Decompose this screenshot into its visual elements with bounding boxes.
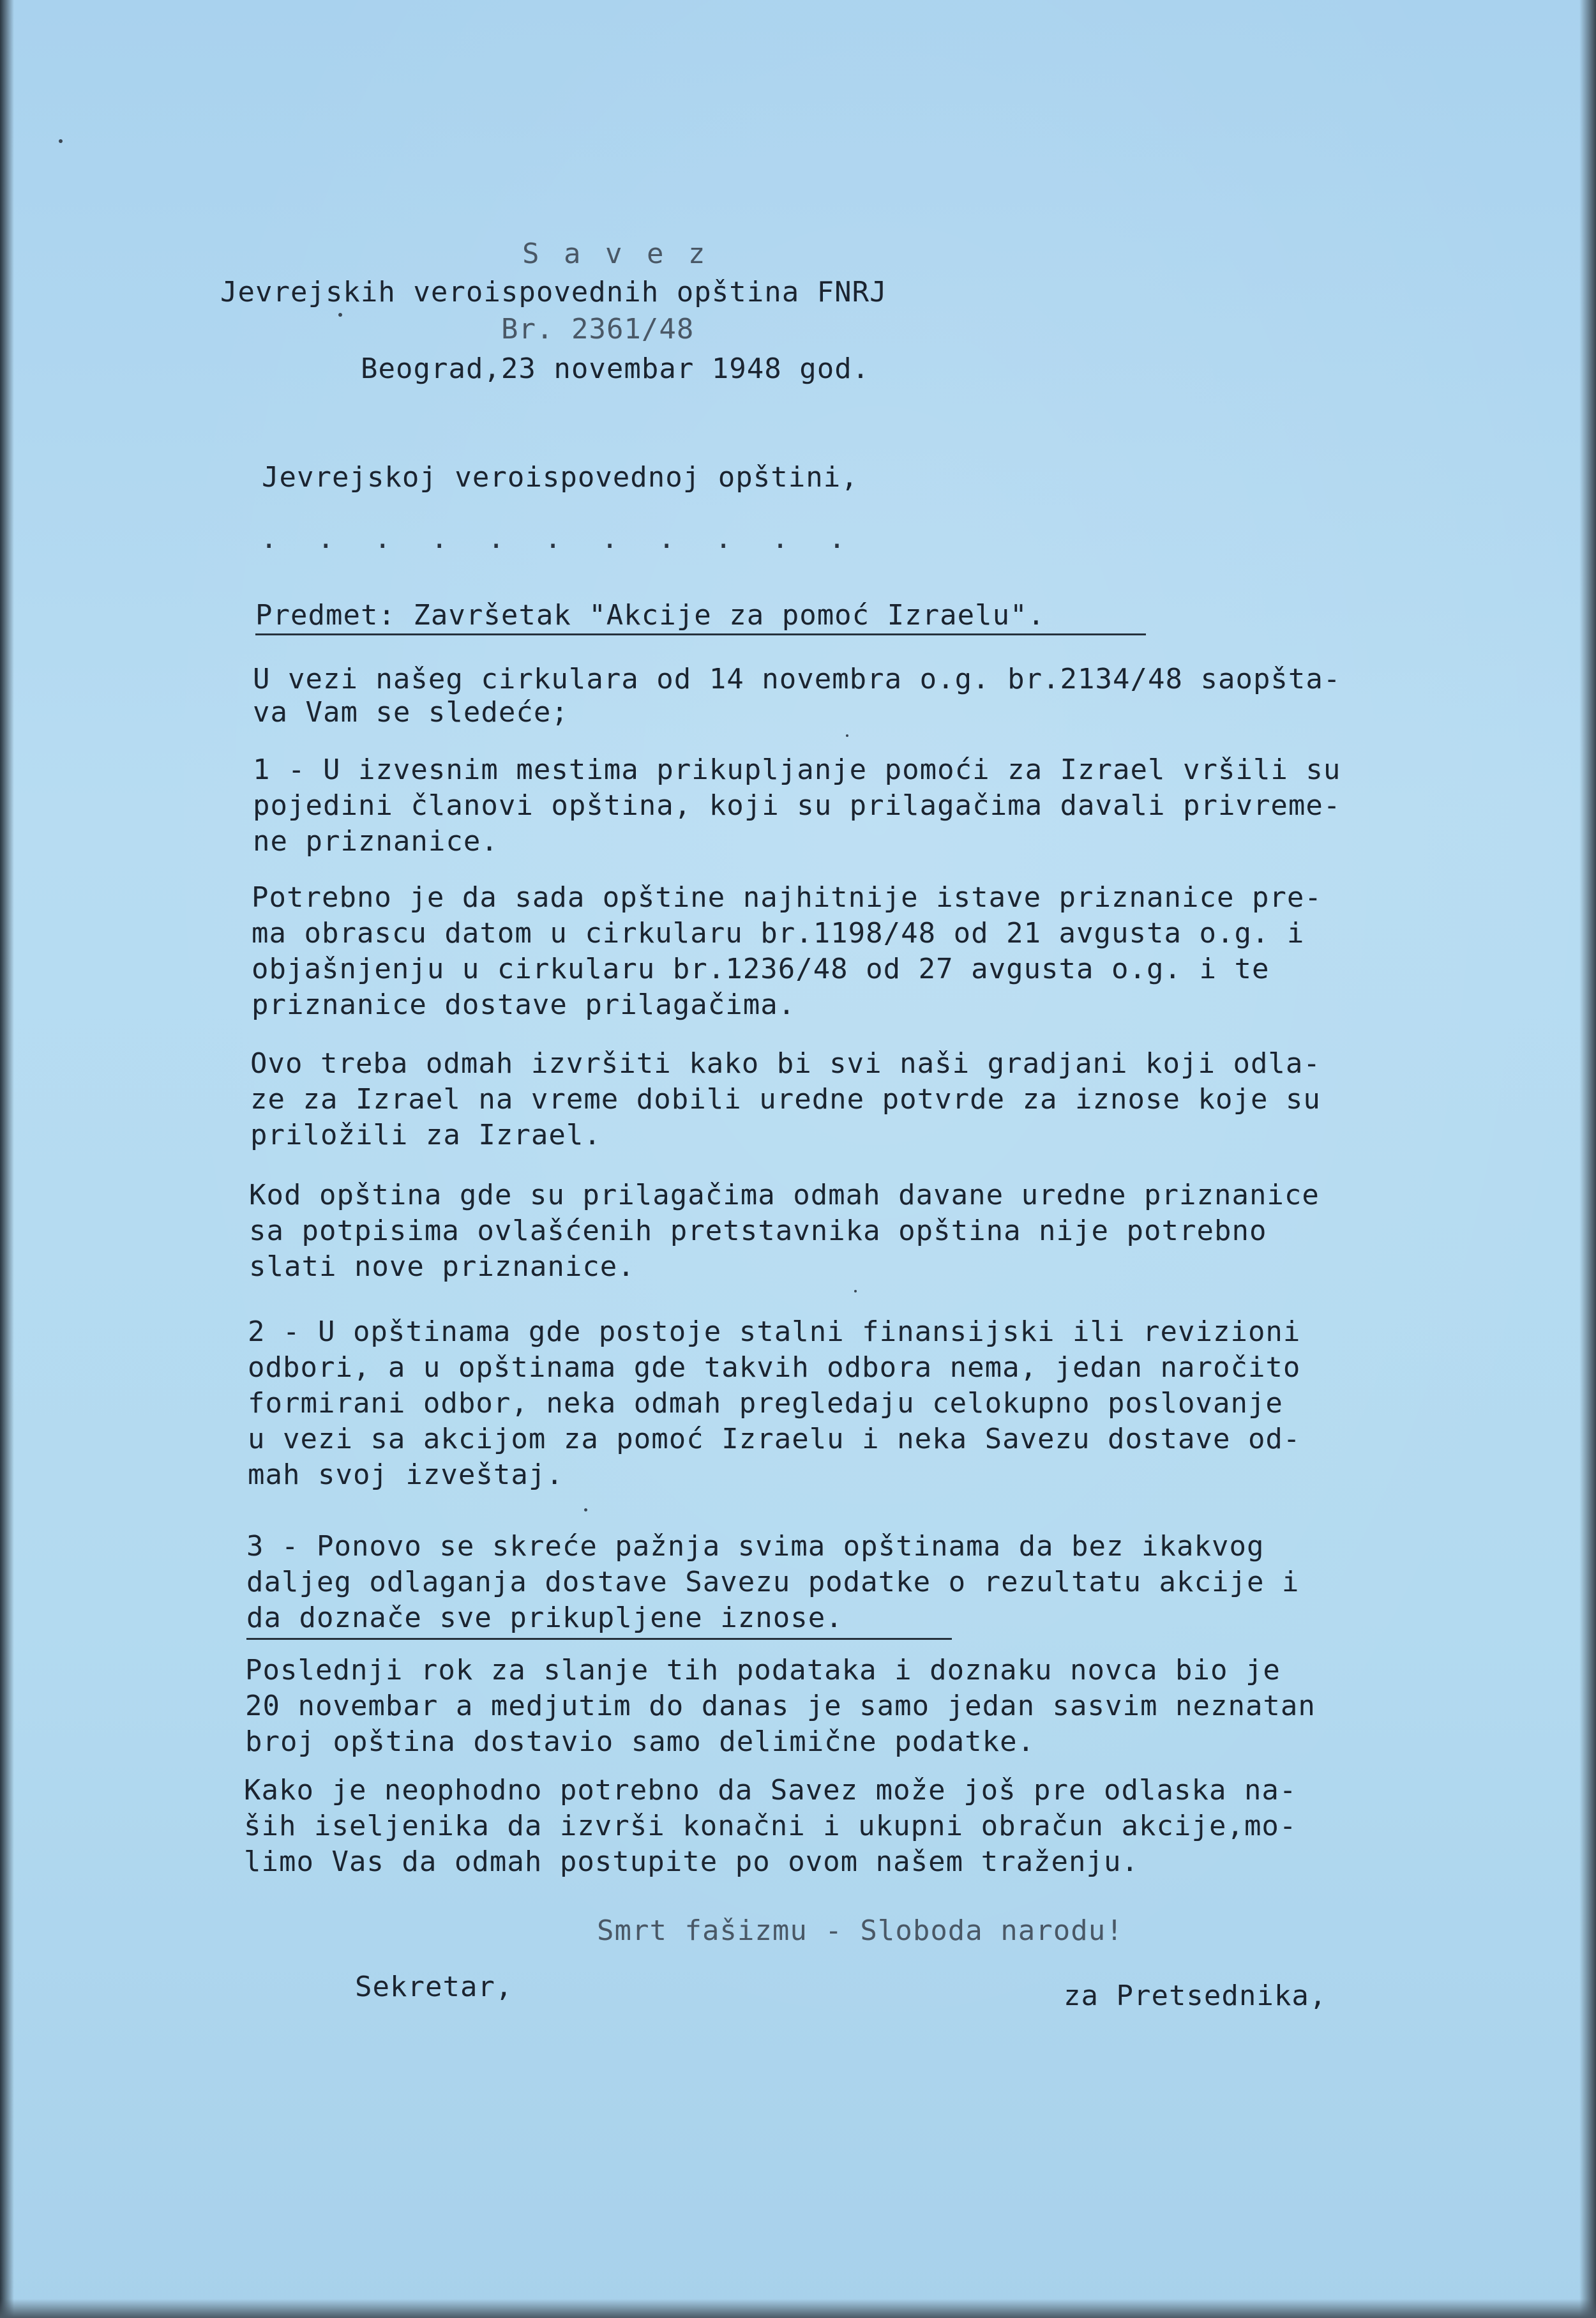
para5-line-1: Poslednji rok za slanje tih podataka i doznaku novca bio je bbox=[245, 1654, 1281, 1686]
org-line-2: Jevrejskih veroispovednih opština FNRJ bbox=[220, 276, 887, 308]
secretary-label: Sekretar, bbox=[355, 1971, 513, 2003]
para4-line-1: Kod opština gde su prilagačima odmah davane uredne priznanice bbox=[249, 1179, 1320, 1211]
point1-line-3: ne priznanice. bbox=[253, 825, 499, 858]
intro-line-1: U vezi našeg cirkulara od 14 novembra o.g. br.2134/48 saopšta- bbox=[253, 663, 1341, 695]
place-date: Beograd,23 novembar 1948 god. bbox=[361, 352, 870, 385]
point2-line-3: formirani odbor, neka odmah pregledaju celokupno poslovanje bbox=[248, 1387, 1283, 1420]
para5-line-3: broj opština dostavio samo delimične podatke. bbox=[245, 1725, 1035, 1758]
scan-speck bbox=[338, 313, 342, 317]
org-line-1: S a v e z bbox=[522, 238, 709, 270]
scan-edge-bottom bbox=[0, 2299, 1596, 2318]
subject-line: Predmet: Završetak "Akcije za pomoć Izraelu". bbox=[255, 599, 1046, 632]
para6-line-3: limo Vas da odmah postupite po ovom našem traženju. bbox=[244, 1845, 1140, 1878]
point2-line-5: mah svoj izveštaj. bbox=[248, 1458, 564, 1491]
addressee-line: Jevrejskoj veroispovednoj opštini, bbox=[262, 461, 859, 494]
para3-line-1: Ovo treba odmah izvršiti kako bi svi naši gradjani koji odla- bbox=[250, 1047, 1321, 1080]
para4-line-2: sa potpisima ovlašćenih pretstavnika opština nije potrebno bbox=[249, 1215, 1267, 1247]
para6-line-2: ših iseljenika da izvrši konačni i ukupni obračun akcije,mo- bbox=[244, 1810, 1297, 1842]
scan-speck bbox=[854, 1290, 857, 1292]
point3-underline bbox=[246, 1638, 952, 1640]
para5-line-2: 20 novembar a medjutim do danas je samo jedan sasvim neznatan bbox=[245, 1690, 1316, 1722]
para2-line-2: ma obrascu datom u cirkularu br.1198/48 od 21 avgusta o.g. i bbox=[252, 917, 1305, 950]
point3-line-3: da doznače sve prikupljene iznose. bbox=[246, 1602, 843, 1634]
point2-line-2: odbori, a u opštinama gde takvih odbora nema, jedan naročito bbox=[248, 1351, 1301, 1384]
reference-number: Br. 2361/48 bbox=[501, 313, 695, 345]
closing-slogan: Smrt fašizmu - Sloboda narodu! bbox=[597, 1914, 1124, 1947]
para3-line-2: ze za Izrael na vreme dobili uredne potvrde za iznose koje su bbox=[250, 1083, 1321, 1116]
para2-line-3: objašnjenju u cirkularu br.1236/48 od 27 avgusta o.g. i te bbox=[252, 953, 1270, 985]
point1-line-1: 1 - U izvesnim mestima prikupljanje pomoći za Izrael vršili su bbox=[253, 754, 1341, 786]
scan-edge-left bbox=[0, 0, 14, 2318]
para2-line-4: priznanice dostave prilagačima. bbox=[252, 989, 796, 1021]
scan-edge-right bbox=[1579, 0, 1596, 2318]
intro-line-2: va Vam se sledeće; bbox=[253, 696, 569, 729]
point1-line-2: pojedini članovi opština, koji su prilagačima davali privreme- bbox=[253, 789, 1341, 822]
scan-speck bbox=[584, 1508, 587, 1511]
para6-line-1: Kako je neophodno potrebno da Savez može još pre odlaska na- bbox=[244, 1774, 1297, 1807]
scan-speck bbox=[59, 139, 63, 143]
addressee-blank: . . . . . . . . . . . bbox=[260, 522, 857, 555]
para4-line-3: slati nove priznanice. bbox=[249, 1250, 635, 1283]
point2-line-4: u vezi sa akcijom za pomoć Izraelu i neka Savezu dostave od- bbox=[248, 1423, 1301, 1455]
scan-speck bbox=[846, 734, 848, 737]
president-label: za Pretsednika, bbox=[1064, 1980, 1327, 2012]
para3-line-3: priložili za Izrael. bbox=[250, 1119, 601, 1151]
point3-line-1: 3 - Ponovo se skreće pažnja svima opštinama da bez ikakvog bbox=[246, 1530, 1265, 1563]
para2-line-1: Potrebno je da sada opštine najhitnije istave priznanice pre- bbox=[252, 881, 1322, 914]
point2-line-1: 2 - U opštinama gde postoje stalni finansijski ili revizioni bbox=[248, 1315, 1301, 1348]
point3-line-2: daljeg odlaganja dostave Savezu podatke o rezultatu akcije i bbox=[246, 1566, 1300, 1598]
subject-underline bbox=[255, 633, 1146, 635]
